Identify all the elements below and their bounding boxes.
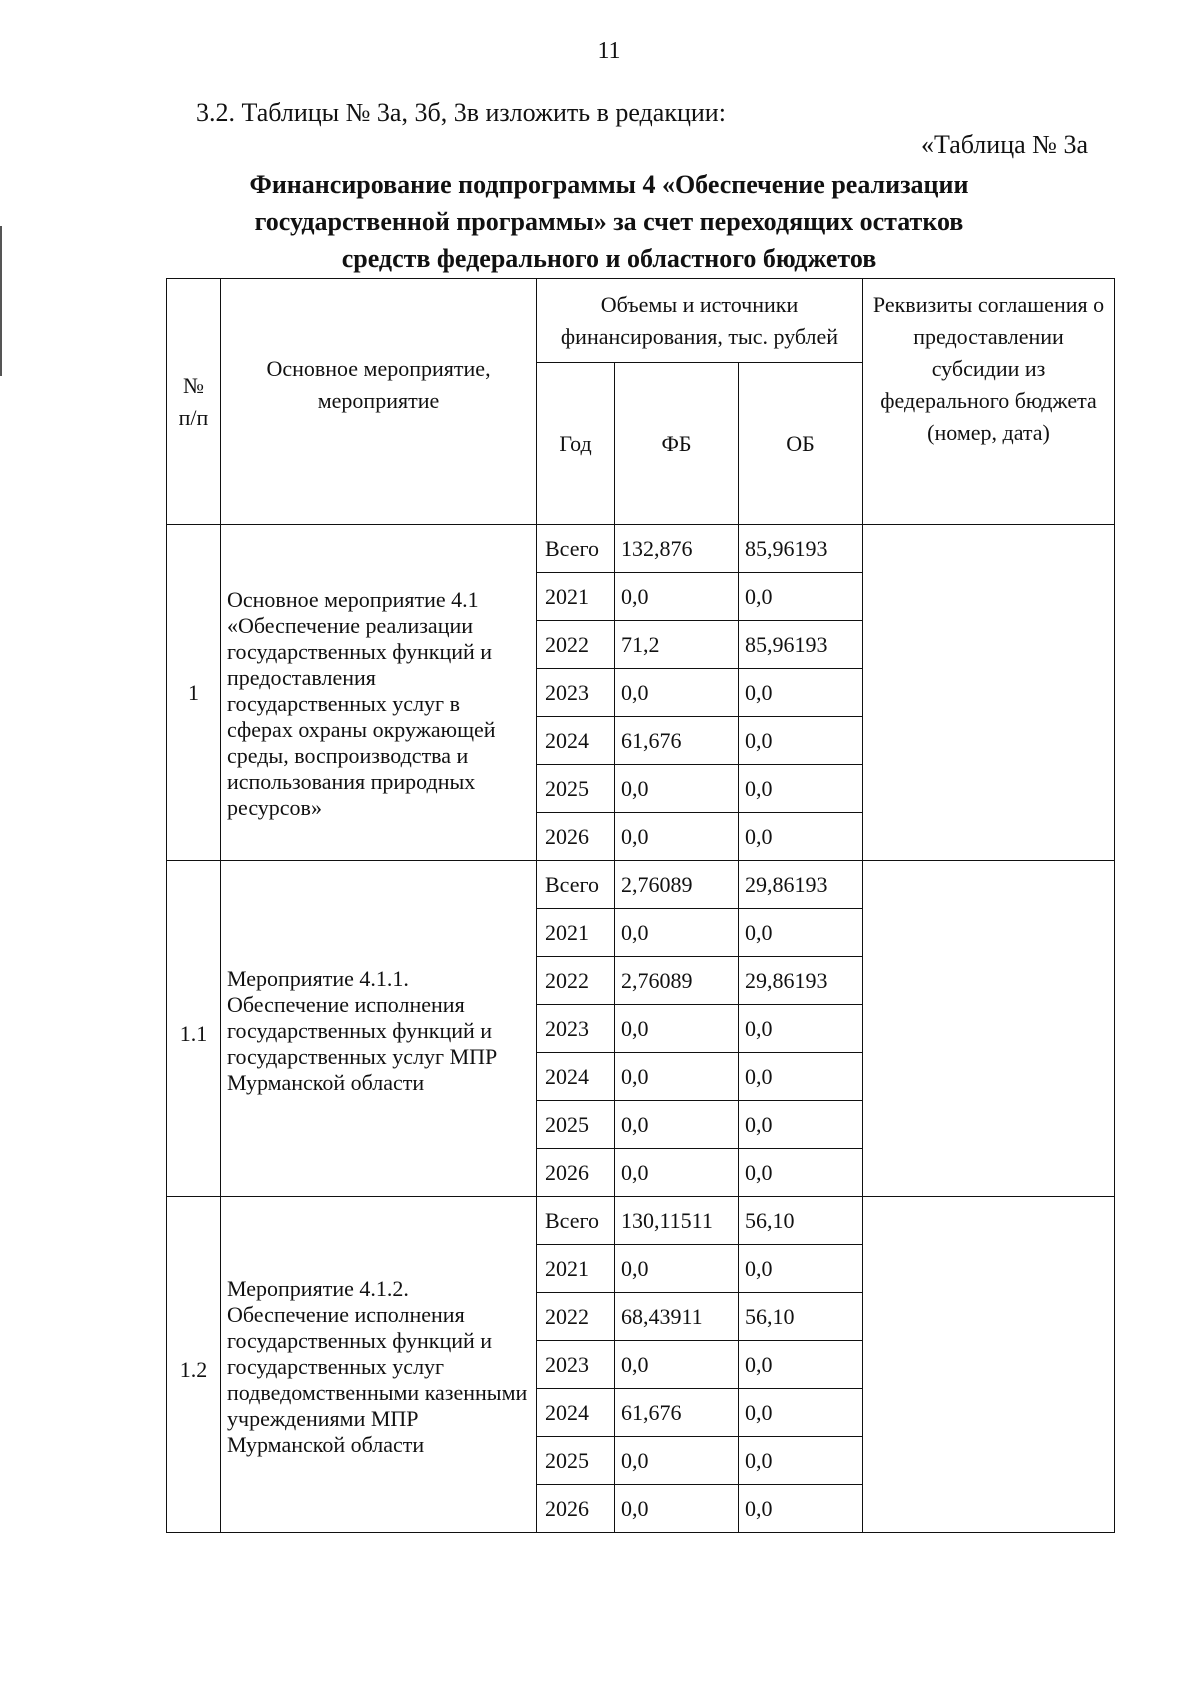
fb-value: 0,0 (615, 669, 739, 717)
fb-value: 61,676 (615, 717, 739, 765)
fb-value: 0,0 (615, 1149, 739, 1197)
ob-value: 0,0 (739, 909, 863, 957)
ob-value: 0,0 (739, 1101, 863, 1149)
year-cell: Всего (537, 525, 615, 573)
amendment-intro: 3.2. Таблицы № 3а, 3б, 3в изложить в редакции: (196, 98, 726, 127)
ob-value: 0,0 (739, 1245, 863, 1293)
year-cell: 2024 (537, 717, 615, 765)
page-number: 11 (597, 38, 621, 64)
activity-name: Мероприятие 4.1.1. Обеспечение исполнения государственных функций и государственных услуг МПР Мурманской области (221, 861, 537, 1197)
ob-value: 0,0 (739, 1437, 863, 1485)
table-row (167, 1197, 1115, 1245)
year-cell: Всего (537, 1197, 615, 1245)
year-cell: 2021 (537, 573, 615, 621)
ob-value: 0,0 (739, 1485, 863, 1533)
fb-value: 0,0 (615, 813, 739, 861)
ob-value: 56,10 (739, 1197, 863, 1245)
year-cell: 2022 (537, 957, 615, 1005)
header-num: № п/п (167, 279, 221, 525)
margin-scan-mark (0, 226, 2, 376)
ob-value: 0,0 (739, 813, 863, 861)
year-cell: 2024 (537, 1053, 615, 1101)
year-cell: 2026 (537, 1149, 615, 1197)
requisites-cell (863, 525, 1115, 861)
year-cell: 2021 (537, 1245, 615, 1293)
year-cell: 2022 (537, 1293, 615, 1341)
header-activity: Основное мероприятие, мероприятие (221, 279, 537, 525)
ob-value: 0,0 (739, 1389, 863, 1437)
title-line: средств федерального и областного бюджетов (341, 244, 877, 273)
fb-value: 2,76089 (615, 957, 739, 1005)
ob-value: 29,86193 (739, 957, 863, 1005)
header-year: Год (537, 363, 615, 525)
year-cell: 2022 (537, 621, 615, 669)
ob-value: 0,0 (739, 1341, 863, 1389)
ob-value: 0,0 (739, 669, 863, 717)
year-cell: 2026 (537, 1485, 615, 1533)
year-cell: 2023 (537, 669, 615, 717)
ob-value: 85,96193 (739, 621, 863, 669)
ob-value: 0,0 (739, 573, 863, 621)
header-fb: ФБ (615, 363, 739, 525)
fb-value: 68,43911 (615, 1293, 739, 1341)
table-label: «Таблица № 3а (920, 130, 1088, 159)
year-cell: 2024 (537, 1389, 615, 1437)
fb-value: 0,0 (615, 1341, 739, 1389)
year-cell: 2023 (537, 1341, 615, 1389)
ob-value: 0,0 (739, 1149, 863, 1197)
row-number: 1.1 (167, 861, 221, 1197)
fb-value: 0,0 (615, 909, 739, 957)
title-line: Финансирование подпрограммы 4 «Обеспечение реализации (249, 170, 969, 199)
ob-value: 85,96193 (739, 525, 863, 573)
table-row (167, 525, 1115, 573)
table-body (167, 525, 1115, 1533)
fb-value: 2,76089 (615, 861, 739, 909)
year-cell: 2025 (537, 765, 615, 813)
year-cell: 2021 (537, 909, 615, 957)
ob-value: 29,86193 (739, 861, 863, 909)
header-ob: ОБ (739, 363, 863, 525)
requisites-cell (863, 861, 1115, 1197)
fb-value: 0,0 (615, 1245, 739, 1293)
fb-value: 0,0 (615, 1005, 739, 1053)
year-cell: 2026 (537, 813, 615, 861)
ob-value: 0,0 (739, 717, 863, 765)
row-number: 1 (167, 525, 221, 861)
requisites-cell (863, 1197, 1115, 1533)
fb-value: 0,0 (615, 1485, 739, 1533)
ob-value: 56,10 (739, 1293, 863, 1341)
fb-value: 132,876 (615, 525, 739, 573)
row-number: 1.2 (167, 1197, 221, 1533)
activity-name: Мероприятие 4.1.2. Обеспечение исполнения государственных функций и государственных услуг подведомственными казенными учреждениями МПР Мурманской области (221, 1197, 537, 1533)
activity-name: Основное мероприятие 4.1 «Обеспечение реализации государственных функций и предоставления государственных услуг в сферах охраны окружающей среды, воспроизводства и использования природных ресурсов» (221, 525, 537, 861)
year-cell: 2023 (537, 1005, 615, 1053)
document-title (150, 166, 1068, 277)
ob-value: 0,0 (739, 765, 863, 813)
fb-value: 71,2 (615, 621, 739, 669)
table-row (167, 861, 1115, 909)
fb-value: 0,0 (615, 1101, 739, 1149)
ob-value: 0,0 (739, 1053, 863, 1101)
fb-value: 61,676 (615, 1389, 739, 1437)
year-cell: 2025 (537, 1101, 615, 1149)
fb-value: 0,0 (615, 573, 739, 621)
title-line: государственной программы» за счет переходящих остатков (254, 207, 964, 236)
fb-value: 0,0 (615, 1437, 739, 1485)
fb-value: 0,0 (615, 1053, 739, 1101)
year-cell: Всего (537, 861, 615, 909)
fb-value: 0,0 (615, 765, 739, 813)
year-cell: 2025 (537, 1437, 615, 1485)
funding-table (166, 278, 1115, 1533)
fb-value: 130,11511 (615, 1197, 739, 1245)
ob-value: 0,0 (739, 1005, 863, 1053)
header-funding: Объемы и источники финансирования, тыс. рублей (537, 279, 863, 363)
header-requisites: Реквизиты соглашения о предоставлении субсидии из федерального бюджета (номер, дата) (863, 279, 1115, 525)
